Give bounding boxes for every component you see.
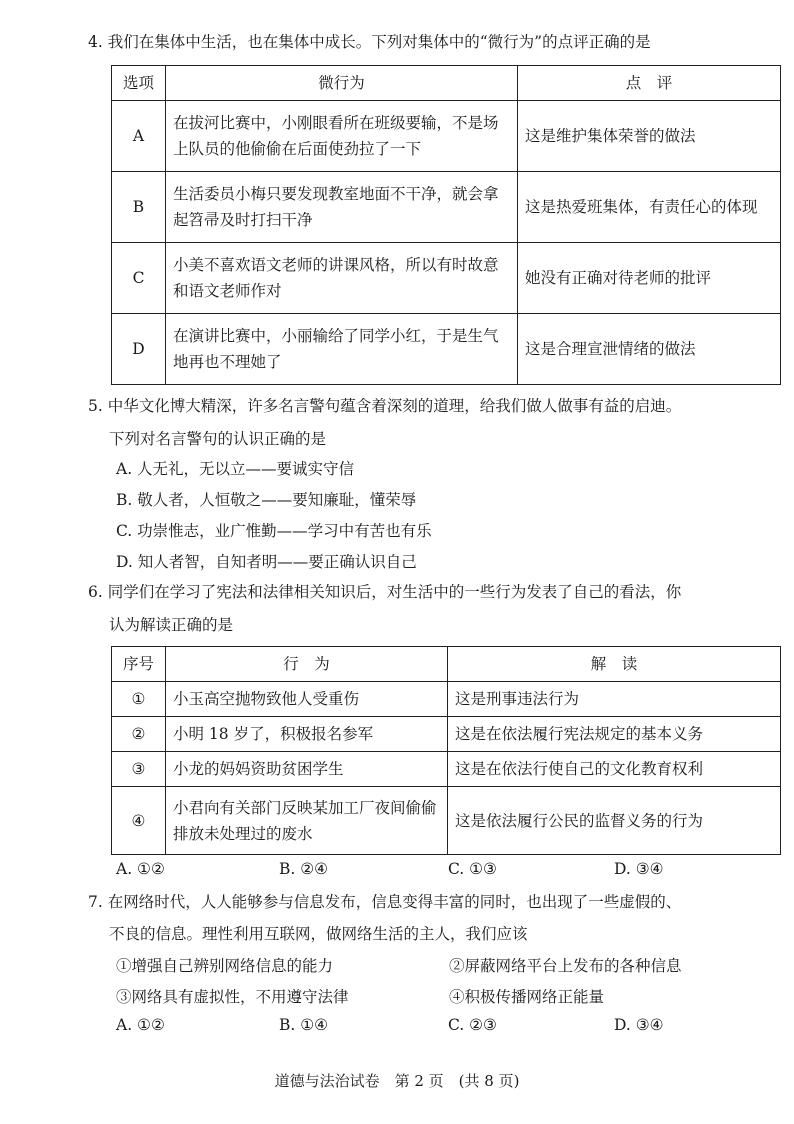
option-b: B. ①④ — [279, 1016, 329, 1034]
header-option: 选项 — [112, 66, 166, 101]
row-comment: 她没有正确对待老师的批评 — [518, 243, 781, 314]
question-7-options — [116, 1016, 676, 1038]
row-comment: 这是维护集体荣誉的做法 — [518, 101, 781, 172]
question-6-options — [116, 860, 676, 882]
row-interpretation: 这是依法履行公民的监督义务的行为 — [448, 787, 781, 855]
question-4-table — [111, 65, 781, 385]
row-interpretation: 这是刑事违法行为 — [448, 682, 781, 717]
row-number: ② — [112, 717, 166, 752]
header-behavior: 行 为 — [166, 647, 448, 682]
question-5-stem — [88, 394, 788, 451]
header-interpretation: 解 读 — [448, 647, 781, 682]
row-behavior: 小美不喜欢语文老师的讲课风格，所以有时故意和语文老师作对 — [166, 243, 518, 314]
option-d: D. 知人者智，自知者明——要正确认识自己 — [116, 553, 417, 571]
option-b: B. ②④ — [279, 860, 329, 878]
stem-line: 5. 中华文化博大精深，许多名言警句蕴含着深刻的道理，给我们做人做事有益的启迪。 — [88, 397, 682, 415]
row-option: A — [112, 101, 166, 172]
row-option: C — [112, 243, 166, 314]
table-row — [112, 172, 781, 243]
row-comment: 这是合理宣泄情绪的做法 — [518, 314, 781, 385]
statement-2: ②屏蔽网络平台上发布的各种信息 — [449, 957, 682, 975]
page-footer: 道德与法治试卷 第 2 页 (共 8 页) — [274, 1072, 520, 1090]
question-4-stem: 4. 我们在集体中生活，也在集体中成长。下列对集体中的“微行为”的点评正确的是 — [88, 33, 651, 51]
table-row — [112, 101, 781, 172]
row-interpretation: 这是在依法履行宪法规定的基本义务 — [448, 717, 781, 752]
row-interpretation: 这是在依法行使自己的文化教育权利 — [448, 752, 781, 787]
row-behavior: 生活委员小梅只要发现教室地面不干净，就会拿起笤帚及时打扫干净 — [166, 172, 518, 243]
row-behavior: 在拔河比赛中，小刚眼看所在班级要输，不是场上队员的他偷偷在后面使劲拉了一下 — [166, 101, 518, 172]
header-comment: 点 评 — [518, 66, 781, 101]
option-d: D. ③④ — [614, 860, 664, 878]
statement-4: ④积极传播网络正能量 — [449, 988, 605, 1006]
statement-3: ③网络具有虚拟性，不用遵守法律 — [116, 988, 349, 1006]
row-behavior: 小明 18 岁了，积极报名参军 — [166, 717, 448, 752]
row-behavior: 小君向有关部门反映某加工厂夜间偷偷排放未处理过的废水 — [166, 787, 448, 855]
statement-1: ①增强自己辨别网络信息的能力 — [116, 957, 334, 975]
row-option: D — [112, 314, 166, 385]
row-number: ④ — [112, 787, 166, 855]
option-a: A. ①② — [116, 1016, 165, 1034]
option-d: D. ③④ — [614, 1016, 664, 1034]
table-row — [112, 787, 781, 855]
option-a: A. ①② — [116, 860, 165, 878]
table-header-row — [112, 66, 781, 101]
row-option: B — [112, 172, 166, 243]
stem-line: 下列对名言警句的认识正确的是 — [109, 430, 327, 448]
stem-line: 认为解读正确的是 — [109, 616, 234, 634]
stem-line: 不良的信息。理性利用互联网，做网络生活的主人，我们应该 — [109, 925, 528, 943]
table-row — [112, 314, 781, 385]
question-6-table — [111, 646, 781, 855]
table-row — [112, 243, 781, 314]
row-behavior: 在演讲比赛中，小丽输给了同学小红，于是生气地再也不理她了 — [166, 314, 518, 385]
table-row — [112, 752, 781, 787]
table-row — [112, 717, 781, 752]
row-behavior: 小玉高空抛物致他人受重伤 — [166, 682, 448, 717]
table-header-row — [112, 647, 781, 682]
header-number: 序号 — [112, 647, 166, 682]
option-a: A. 人无礼，无以立——要诚实守信 — [116, 460, 355, 478]
row-number: ① — [112, 682, 166, 717]
stem-line: 6. 同学们在学习了宪法和法律相关知识后，对生活中的一些行为发表了自己的看法，你 — [88, 583, 682, 601]
option-c: C. 功崇惟志，业广惟勤——学习中有苦也有乐 — [116, 522, 432, 540]
stem-line: 7. 在网络时代，人人能够参与信息发布，信息变得丰富的同时，也出现了一些虚假的、 — [88, 893, 682, 911]
header-behavior: 微行为 — [166, 66, 518, 101]
table-row — [112, 682, 781, 717]
question-7-stem — [88, 890, 788, 946]
row-behavior: 小龙的妈妈资助贫困学生 — [166, 752, 448, 787]
option-b: B. 敬人者，人恒敬之——要知廉耻，懂荣辱 — [116, 491, 417, 509]
row-comment: 这是热爱班集体，有责任心的体现 — [518, 172, 781, 243]
option-c: C. ②③ — [448, 1016, 497, 1034]
question-6-stem — [88, 580, 788, 637]
option-c: C. ①③ — [448, 860, 497, 878]
row-number: ③ — [112, 752, 166, 787]
